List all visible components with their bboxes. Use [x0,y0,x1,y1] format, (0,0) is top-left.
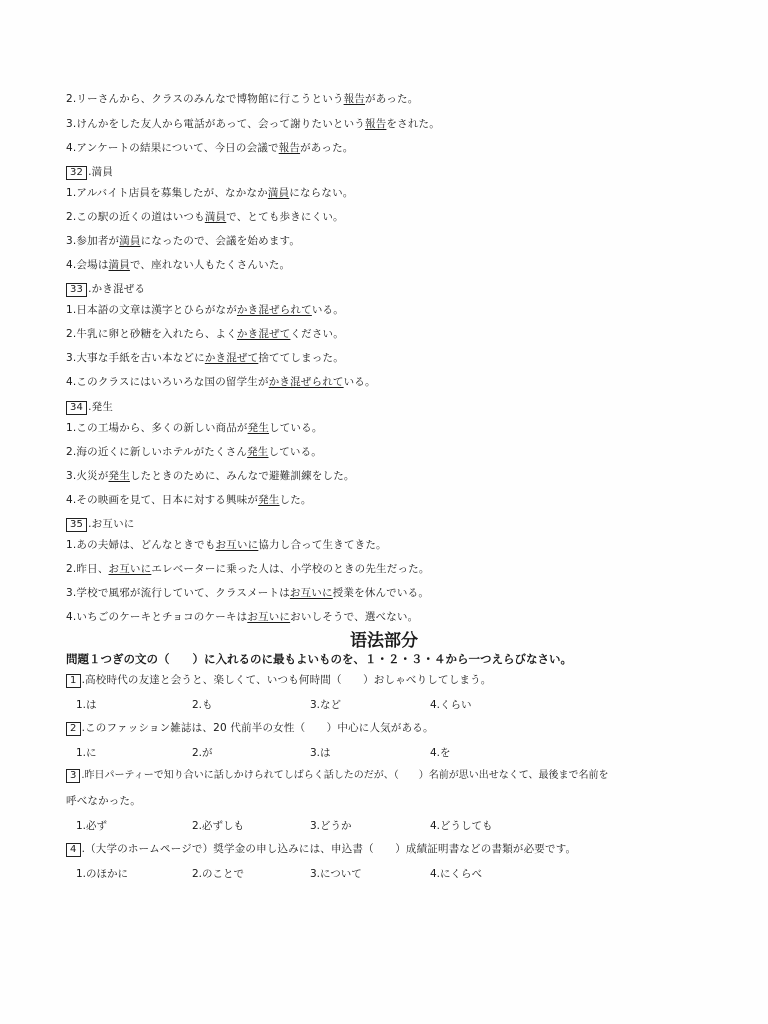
question-number-box: 4 [66,843,81,857]
question-number-box: 32 [66,166,87,180]
q35-heading: 35 .お互いに [66,517,134,532]
question-number-box: 2 [66,722,81,736]
grammar-q1-choice-4: 4.くらい [430,699,472,711]
grammar-q4-choice-1: 1.のほかに [76,868,129,880]
q32-option-2: 2.この駅の近くの道はいつも満員で、とても歩きにくい。 [66,211,344,223]
question-number-box: 33 [66,283,87,297]
section-title: 语法部分 [350,631,418,651]
q35-option-3: 3.学校で風邪が流行していて、クラスメートはお互いに授業を休んでいる。 [66,587,430,599]
q34-option-2: 2.海の近くに新しいホテルがたくさん発生している。 [66,446,322,458]
grammar-q4-choice-3: 3.について [310,868,362,880]
grammar-q3-choice-1: 1.必ず [76,820,108,832]
grammar-question-2: 2 .このファッション雑誌は、20 代前半の女性（ ）中心に人気がある。 [66,721,434,736]
grammar-q3-choice-2: 2.必ずしも [192,820,245,832]
grammar-q2-choice-3: 3.は [310,747,331,759]
instruction-text: 問題１つぎの文の（ ）に入れるのに最もよいものを、１・２・３・４から一つえらびなさい。 [66,652,572,666]
grammar-q2-choice-4: 4.を [430,747,451,759]
grammar-q4-choice-2: 2.のことで [192,868,245,880]
q32-option-3: 3.参加者が満員になったので、会議を始めます。 [66,235,301,247]
q32-option-1: 1.アルバイト店員を募集したが、なかなか満員にならない。 [66,187,354,199]
q31-option-3: 3.けんかをした友人から電話があって、会って謝りたいという報告をされた。 [66,118,440,130]
question-number-box: 1 [66,674,81,688]
grammar-q1-choice-1: 1.は [76,699,97,711]
grammar-q1-choice-3: 3.など [310,699,342,711]
q33-option-2: 2.牛乳に卵と砂糖を入れたら、よくかき混ぜてください。 [66,328,344,340]
grammar-q3-choice-3: 3.どうか [310,820,352,832]
q32-heading: 32 .満員 [66,165,113,180]
grammar-q2-choice-2: 2.が [192,747,213,759]
grammar-question-4: 4 .（大学のホームページで）奨学金の申し込みには、申込書（ ）成績証明書などの書類が必要です。 [66,842,576,857]
q31-option-4: 4.アンケートの結果について、今日の会議で報告があった。 [66,142,354,154]
grammar-q4-choice-4: 4.にくらべ [430,868,483,880]
question-number-box: 34 [66,401,87,415]
q31-option-2: 2.リーさんから、クラスのみんなで博物館に行こうという報告があった。 [66,93,419,105]
grammar-question-3-continued: 呼べなかった。 [66,795,141,807]
question-number-box: 3 [66,769,80,783]
q35-option-4: 4.いちごのケーキとチョコのケーキはお互いにおいしそうで、選べない。 [66,611,419,623]
grammar-q2-choice-1: 1.に [76,747,97,759]
q33-heading: 33 .かき混ぜる [66,282,145,297]
q35-option-2: 2.昨日、お互いにエレベーターに乗った人は、小学校のときの先生だった。 [66,563,430,575]
q33-option-3: 3.大事な手紙を古い本などにかき混ぜて捨ててしまった。 [66,352,344,364]
q34-option-4: 4.その映画を見て、日本に対する興味が発生した。 [66,494,312,506]
q35-option-1: 1.あの夫婦は、どんなときでもお互いに協力し合って生きてきた。 [66,539,387,551]
q34-heading: 34 .発生 [66,400,113,415]
grammar-q3-choice-4: 4.どうしても [430,820,493,832]
grammar-question-1: 1 .高校時代の友達と会うと、楽しくて、いつも何時間（ ）おしゃべりしてしまう。 [66,673,492,688]
q32-option-4: 4.会場は満員で、座れない人もたくさんいた。 [66,259,291,271]
grammar-q1-choice-2: 2.も [192,699,213,711]
question-number-box: 35 [66,518,87,532]
grammar-question-3: 3 .昨日パーティーで知り合いに話しかけられてしばらく話したのだが、（ ）名前が思い出せなくて、最後まで名前を [66,769,609,783]
q33-option-1: 1.日本語の文章は漢字とひらがながかき混ぜられている。 [66,304,344,316]
q34-option-1: 1.この工場から、多くの新しい商品が発生している。 [66,422,323,434]
q34-option-3: 3.火災が発生したときのために、みんなで避難訓練をした。 [66,470,355,482]
q33-option-4: 4.このクラスにはいろいろな国の留学生がかき混ぜられている。 [66,376,376,388]
